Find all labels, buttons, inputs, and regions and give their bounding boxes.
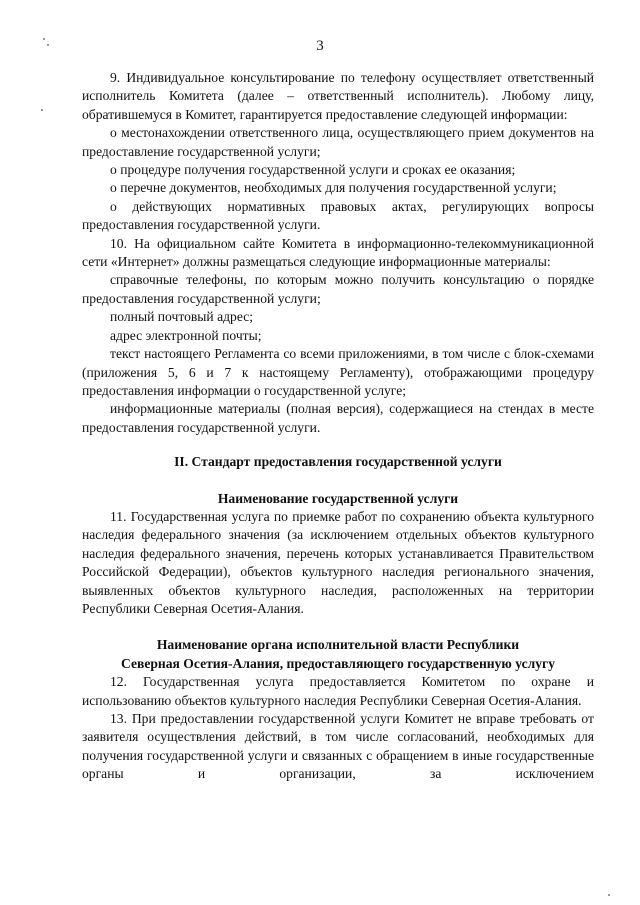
list-item-postal-address: полный почтовый адрес; <box>110 309 254 325</box>
paragraph-9: 9. Индивидуальное консультирование по телефону осуществляет ответственный исполнитель Комитета (далее – ответственный исполнитель). Любому лицу, обратившемуся в Комитет, гарантируется предоставление следующей информации: <box>82 70 594 122</box>
section-title: II. Стандарт предоставления государственной услуги <box>174 454 502 470</box>
paragraph-10: 10. На официальном сайте Комитета в информационно-телекоммуникационной сети «Интернет» должны размещаться следующие информационные материалы: <box>82 235 594 270</box>
list-item-documents: о перечне документов, необходимых для получения государственной услуги; <box>110 180 557 196</box>
paragraph-11: 11. Государственная услуга по приемке работ по сохранению объекта культурного наследия федерального значения (за исключением отдельных объектов культурного наследия федерального значения, перечень которых устанавливается Правительством Российской Федерации), объектов культурного наследия регионального значения, выявленных объектов культурного наследия, расположенных на территории Республики Северная Осетия-Алания. <box>82 508 594 616</box>
list-item-location: о местонахождении ответственного лица, осуществляющего прием документов на предоставление государственной услуги; <box>82 125 594 159</box>
list-item-legal-acts: о действующих нормативных правовых актах, регулирующих вопросы предоставления государственной услуги. <box>82 198 594 233</box>
list-item-procedure: о процедуре получения государственной услуги и сроках ее оказания; <box>110 162 516 178</box>
list-item-phones: справочные телефоны, по которым можно получить консультацию о порядке предоставления государственной услуги; <box>82 272 594 306</box>
page-number: 3 <box>316 38 324 54</box>
document-body <box>82 69 594 784</box>
subsection-title-authority-line-1: Наименование органа исполнительной власти Республики <box>156 637 520 653</box>
subsection-title-service-name: Наименование государственной услуги <box>217 490 459 506</box>
paragraph-13: 13. При предоставлении государственной услуги Комитет не вправе требовать от заявителя осуществления действий, в том числе согласований, необходимых для получения государственной услуги и связанных с обращением в иные государственные органы и организации, за исключением <box>82 711 594 782</box>
list-item-info-materials: информационные материалы (полная версия), содержащиеся на стендах в месте предоставления государственной услуги. <box>82 401 594 435</box>
list-item-email: адрес электронной почты; <box>110 327 262 343</box>
paragraph-12: 12. Государственная услуга предоставляется Комитетом по охране и использованию объектов культурного наследия Республики Северная Осетия-Алания. <box>82 674 594 708</box>
subsection-title-authority-line-2: Северная Осетия-Алания, предоставляющего государственную услугу <box>120 655 556 671</box>
list-item-regulation-text: текст настоящего Регламента со всеми приложениями, в том числе с блок-схемами (приложения 5, 6 и 7 к настоящему Регламенту), отображающими процедуру предоставления информации о государственной услуге; <box>82 346 594 398</box>
